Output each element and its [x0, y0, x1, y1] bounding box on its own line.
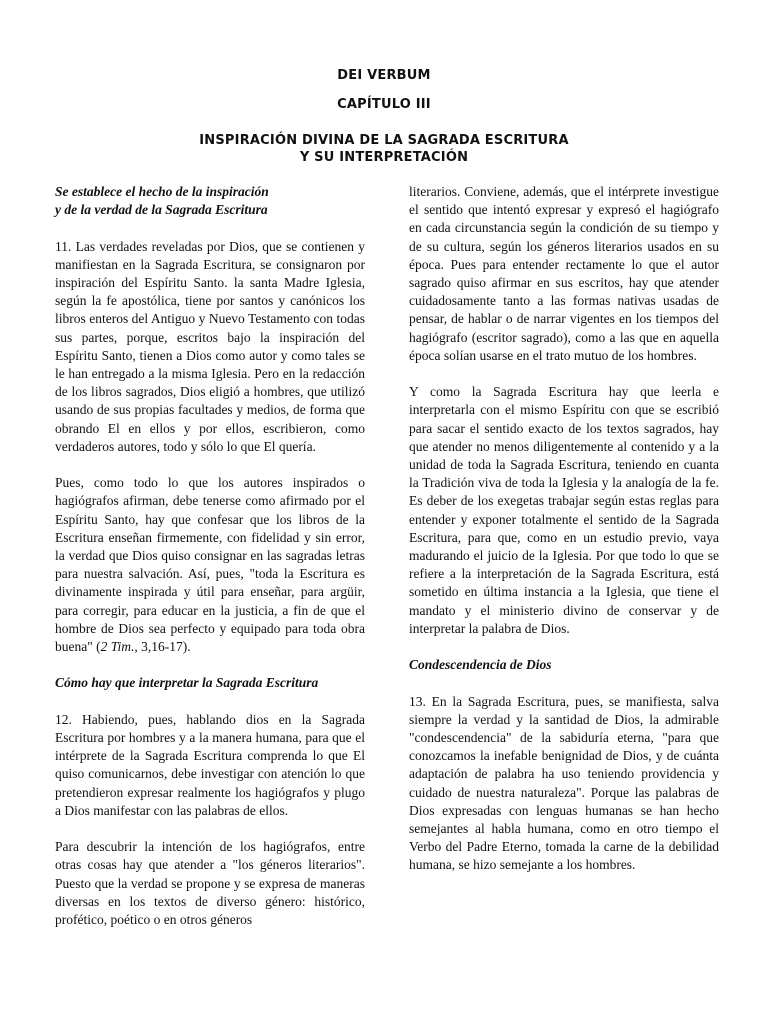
paragraph-11: 11. Las verdades reveladas por Dios, que se contienen y manifiestan en la Sagrada Escritura, se consignaron por inspiración del Espíritu Santo. la santa Madre Iglesia, según la fe apostólica, tiene por santos y canónicos los libros enteros del Antiguo y Nuevo Testamento con todas sus partes, porque, escritos bajo la inspiración del Espíritu Santo, tienen a Dios como autor y como tales se le han entregado a la misma Iglesia. Pero en la redacción de los libros sagrados, Dios eligió a hombres, que utilizó usando de sus propias facultades y medios, de forma que obrando El en ellos y por ellos, escribieron, como verdaderos autores, todo y sólo lo que El quería. [55, 238, 365, 454]
document-title: DEI VERBUM [337, 68, 431, 83]
chapter-subtitle-line-1: INSPIRACIÓN DIVINA DE LA SAGRADA ESCRITURA [199, 133, 569, 148]
chapter-title: CAPÍTULO III [337, 97, 431, 112]
section-heading-line-1: Se establece el hecho de la inspiración [55, 184, 269, 199]
paragraph-y-como: Y como la Sagrada Escritura hay que leerla e interpretarla con el mismo Espíritu con que se escribió para sacar el sentido exacto de los textos sagrados, hay que atender no menos diligentemente al contenido y a la unidad de toda la Sagrada Escritura, teniendo en cuanta la Tradición viva de toda la Iglesia y la analogía de la fe. Es deber de los exegetas trabajar según estas reglas para entender y exponer totalmente el sentido de la Sagrada Escritura, para que, como en un estudio previo, vaya madurando el juicio de la Iglesia. Por que todo lo que se refiere a la interpretación de la Sagrada Escritura, está sometido en última instancia a la Iglesia, que tiene el mandato y el ministerio divino de conservar y de interpretar la palabra de Dios. [409, 384, 719, 636]
paragraph-12: 12. Habiendo, pues, hablando dios en la Sagrada Escritura por hombres y a la manera humana, para que el intérprete de la Sagrada Escritura comprenda lo que El quiso comunicarnos, debe investigar con atención lo que pretendieron expresar realmente los hagiógrafos y plugo a Dios manifestar con las palabras de ellos. [55, 711, 365, 818]
left-column [55, 183, 365, 929]
section-heading-condescension: Condescendencia de Dios [409, 657, 552, 673]
paragraph-pues-end: , 3,16-17). [134, 639, 191, 655]
paragraph-continued: literarios. Conviene, además, que el intérprete investigue el sentido que intentó expresar y expresó el hagiógrafo en cada circunstancia según la condición de su tiempo y de su cultura, según los géneros literarios usados en su época. Pues para entender rectamente lo que el autor sagrado quiso afirmar en sus escritos, hay que atender cuidadosamente tanto a las formas nativas usadas de pensar, de hablar o de narrar vigentes en los tiempos del hagiógrafo (escritor sagrado), como a las que en aquella época solían usarse en el trato mutuo de los hombres. [409, 184, 719, 363]
paragraph-pues-text: Pues, como todo lo que los autores inspirados o hagiógrafos afirman, debe tenerse como afirmado por el Espíritu Santo, hay que confesar que los libros de la Escritura enseñan firmemente, con fidelidad y sin error, la verdad que Dios quiso consignar en las sagradas letras para nuestra salvación. Así, pues, "toda la Escritura es divinamente inspirada y útil para enseñar, para argüir, para corregir, para educar en la justicia, a fin de que el hombre de Dios sea perfecto y equipado para toda obra buena" ( [55, 475, 365, 655]
section-heading-line-2: y de la verdad de la Sagrada Escritura [55, 202, 268, 218]
scripture-reference: 2 Tim. [100, 639, 135, 655]
paragraph-descubrir: Para descubrir la intención de los hagiógrafos, entre otras cosas hay que atender a "los géneros literarios". Puesto que la verdad se propone y se expresa de maneras diversas en los textos de diverso género: histórico, profético, poético o en otros géneros [55, 839, 365, 928]
paragraph-pues [55, 474, 365, 656]
right-column [409, 183, 719, 875]
chapter-subtitle-line-2: Y SU INTERPRETACIÓN [299, 150, 469, 165]
section-heading-interpretation: Cómo hay que interpretar la Sagrada Escritura [55, 675, 319, 691]
section-heading-inspiration [55, 183, 365, 219]
paragraph-13: 13. En la Sagrada Escritura, pues, se manifiesta, salva siempre la verdad y la santidad de Dios, la admirable "condescendencia" de la sabiduría eterna, "para que conozcamos la inefable benignidad de Dios, y de cuánta adaptación de palabra ha uso teniendo providencia y cuidado de nuestra naturaleza". Porque las palabras de Dios expresadas con lenguas humanas se han hecho semejantes al habla humana, como en otro tiempo el Verbo del Padre Eterno, tomada la carne de la debilidad humana, se hizo semejante a los hombres. [409, 693, 719, 873]
